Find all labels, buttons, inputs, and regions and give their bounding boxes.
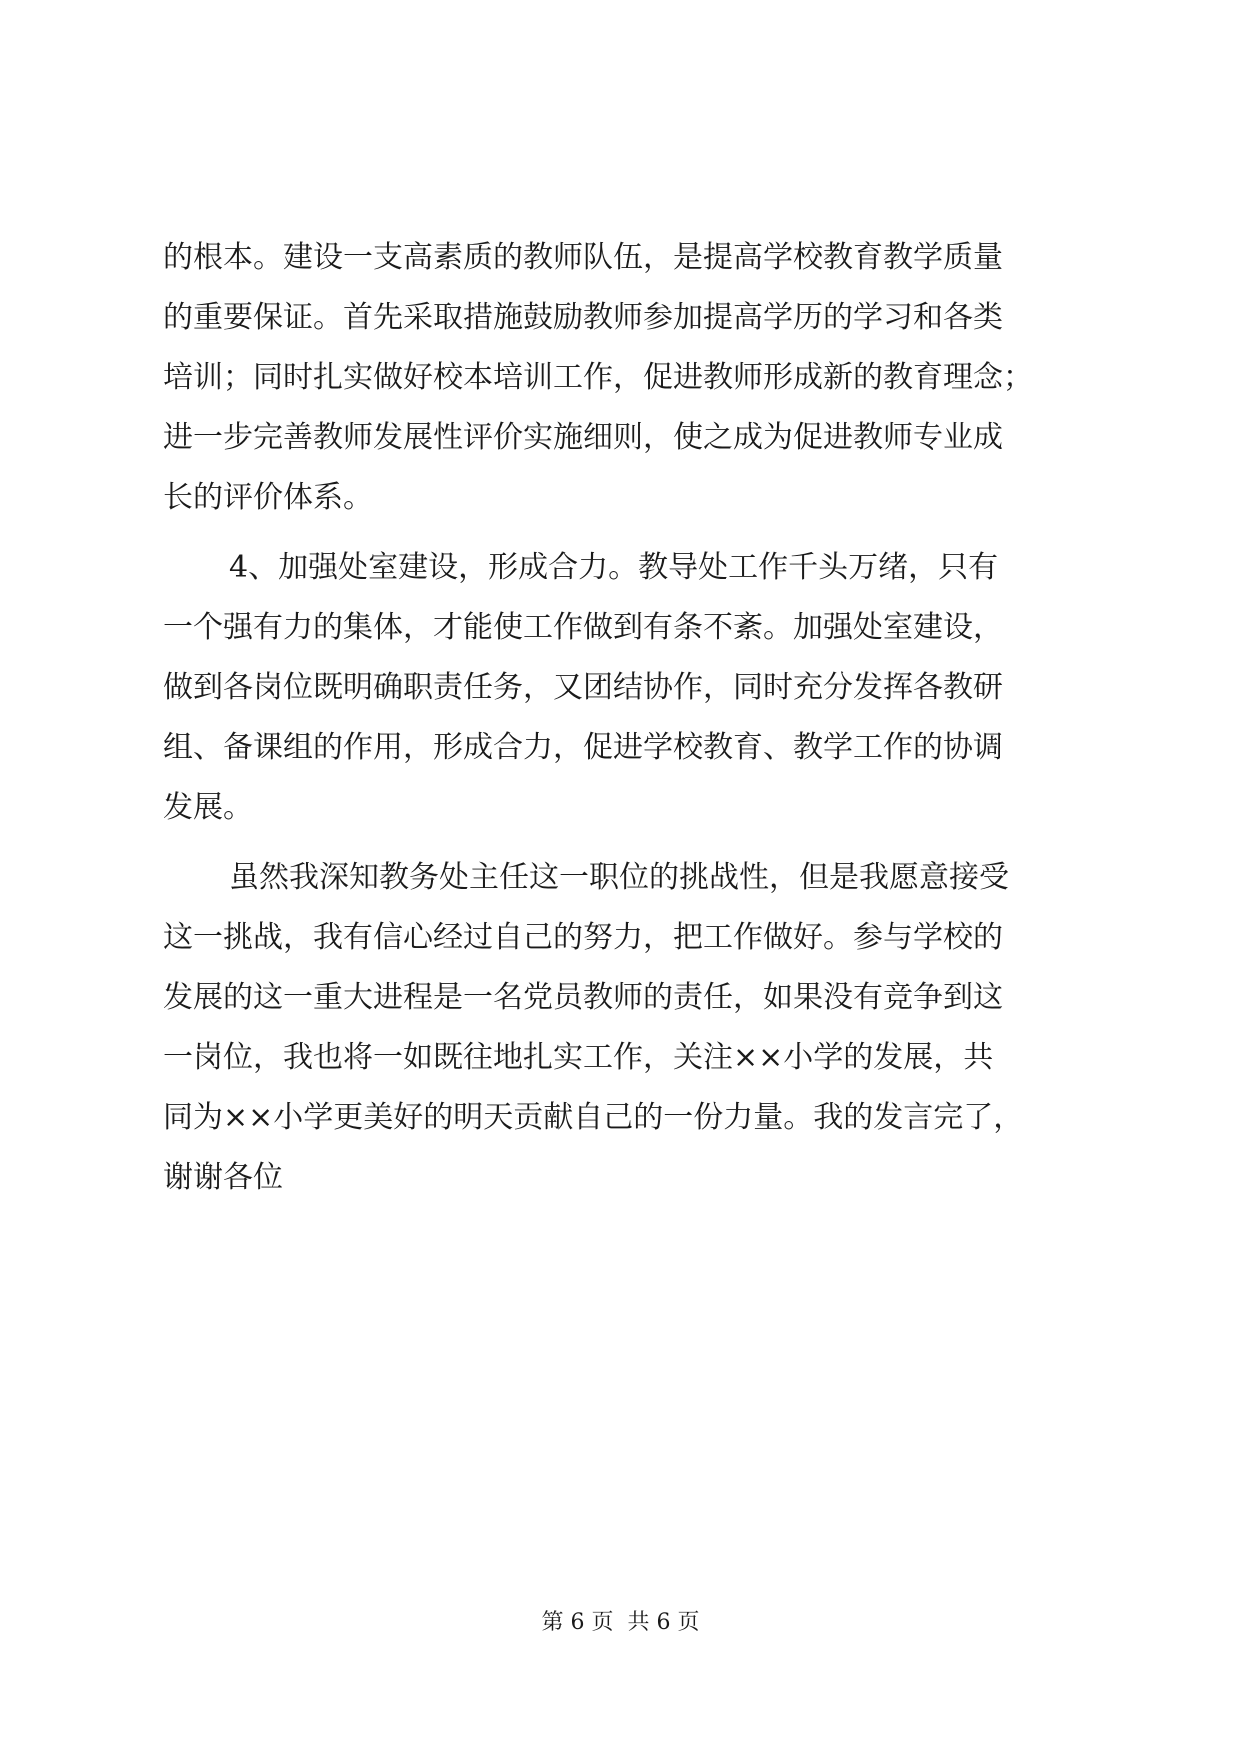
text-line: 发展的这一重大进程是一名党员教师的责任，如果没有竞争到这 <box>163 980 1003 1015</box>
document-body <box>163 228 1083 1208</box>
total-page-count: 共 6 页 <box>627 1610 700 1635</box>
page-footer <box>0 1608 1241 1638</box>
text-line: 的重要保证。首先采取措施鼓励教师参加提高学历的学习和各类 <box>163 300 1003 335</box>
text-line: 虽然我深知教务处主任这一职位的挑战性，但是我愿意接受 <box>229 860 1009 895</box>
paragraph-closing <box>163 848 1083 1208</box>
text-line: 同为××小学更美好的明天贡献自己的一份力量。我的发言完了， <box>163 1100 1024 1135</box>
text-line: 发展。 <box>163 790 253 825</box>
text-line: 的根本。建设一支高素质的教师队伍，是提高学校教育教学质量 <box>163 240 1003 275</box>
text-line: 长的评价体系。 <box>163 480 373 515</box>
paragraph-teacher-team <box>163 228 1083 528</box>
text-line: 一岗位，我也将一如既往地扎实工作，关注××小学的发展，共 <box>163 1040 994 1075</box>
paragraph-office-building <box>163 538 1083 838</box>
paragraph-spacer <box>163 528 1083 538</box>
text-line: 做到各岗位既明确职责任务，又团结协作，同时充分发挥各教研 <box>163 670 1003 705</box>
current-page-number: 第 6 页 <box>541 1610 614 1635</box>
text-line: 组、备课组的作用，形成合力，促进学校教育、教学工作的协调 <box>163 730 1003 765</box>
text-line: 这一挑战，我有信心经过自己的努力，把工作做好。参与学校的 <box>163 920 1003 955</box>
text-line: 4、加强处室建设，形成合力。教导处工作千头万绪，只有 <box>229 550 999 585</box>
text-line: 谢谢各位 <box>163 1160 283 1195</box>
text-line: 进一步完善教师发展性评价实施细则，使之成为促进教师专业成 <box>163 420 1003 455</box>
text-line: 一个强有力的集体，才能使工作做到有条不紊。加强处室建设， <box>163 610 1003 645</box>
paragraph-spacer <box>163 838 1083 848</box>
text-line: 培训；同时扎实做好校本培训工作，促进教师形成新的教育理念； <box>163 360 1033 395</box>
